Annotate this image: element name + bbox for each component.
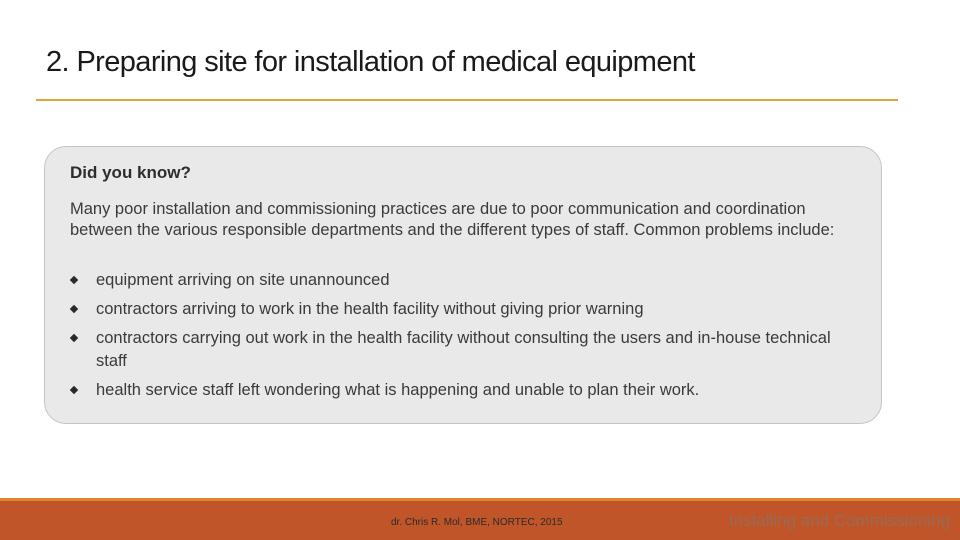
- footer-credit: dr. Chris R. Mol, BME, NORTEC, 2015: [391, 517, 563, 528]
- list-item-text: contractors carrying out work in the health facility without consulting the users and in-house technical staff: [96, 329, 831, 370]
- diamond-bullet-icon: [70, 386, 78, 394]
- list-item: [70, 379, 860, 402]
- diamond-bullet-icon: [70, 334, 78, 342]
- did-you-know-callout: [44, 146, 882, 424]
- list-item: [70, 327, 860, 373]
- list-item: [70, 269, 860, 292]
- footer-accent-line: [0, 498, 960, 501]
- footer-topic: Installing and Commissioning: [728, 511, 950, 530]
- list-item-text: contractors arriving to work in the health facility without giving prior warning: [96, 300, 644, 318]
- slide-title: 2. Preparing site for installation of medical equipment: [46, 46, 695, 78]
- list-item-text: health service staff left wondering what is happening and unable to plan their work.: [96, 381, 700, 399]
- title-divider: [36, 99, 898, 101]
- common-problems-list: [70, 269, 860, 408]
- list-item-text: equipment arriving on site unannounced: [96, 271, 390, 289]
- diamond-bullet-icon: [70, 305, 78, 313]
- callout-heading: Did you know?: [70, 163, 191, 182]
- diamond-bullet-icon: [70, 276, 78, 284]
- callout-body-text: Many poor installation and commissioning practices are due to poor communication and coordination between the various responsible departments and the different types of staff. Common problems include:: [70, 200, 835, 239]
- list-item: [70, 298, 860, 321]
